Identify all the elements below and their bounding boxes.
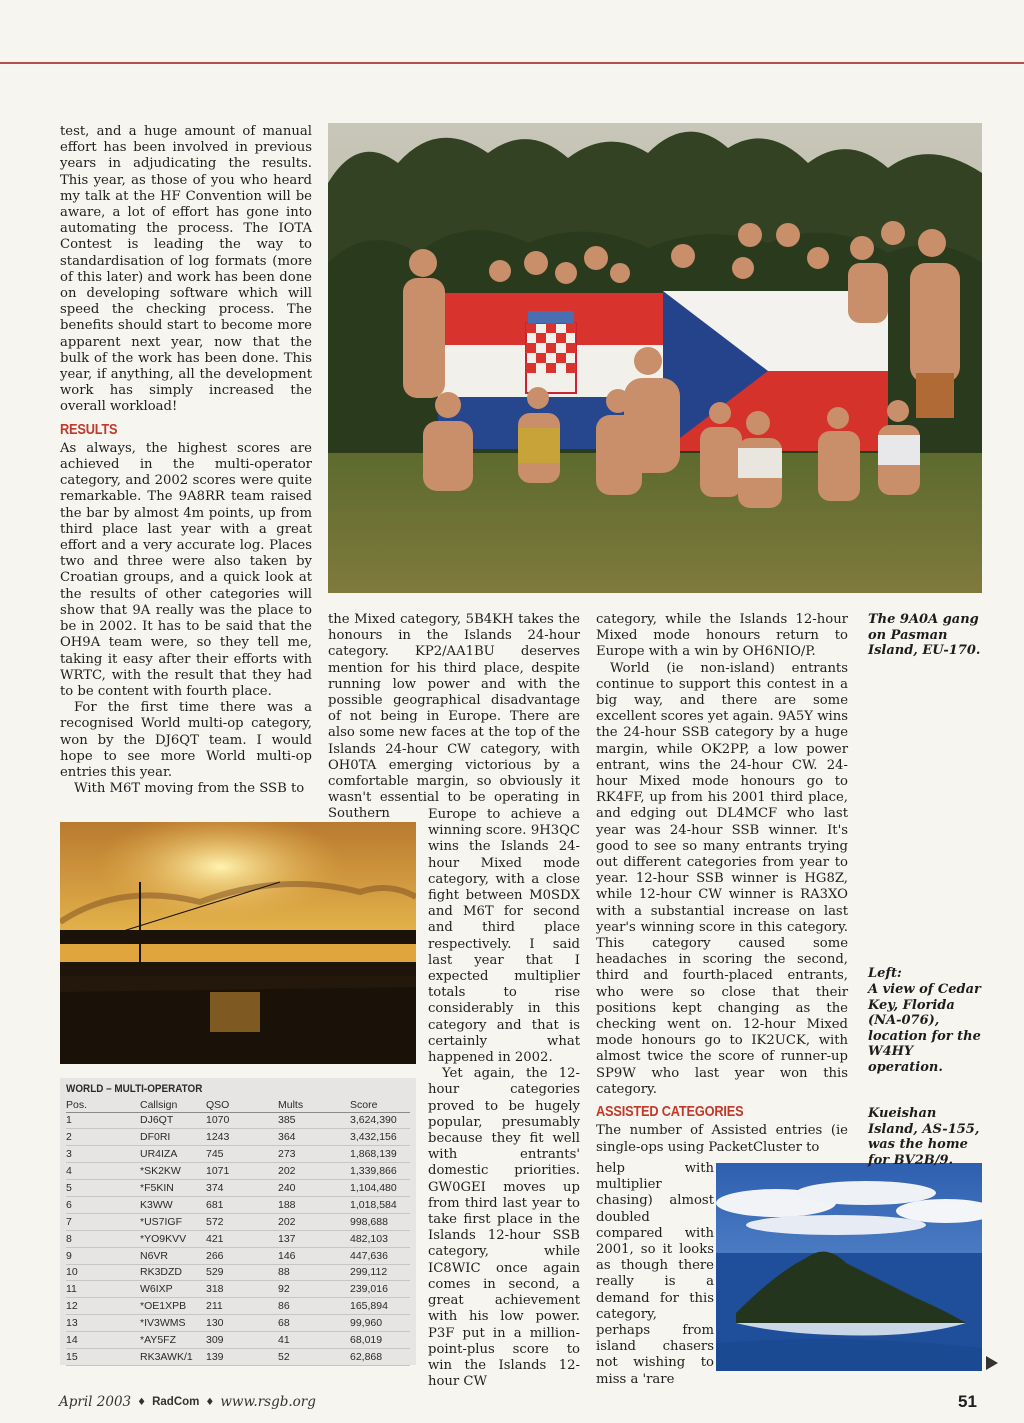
footer-url: www.rsgb.org [220,1394,316,1410]
table-row [66,1180,410,1197]
results-table [66,1098,410,1366]
cell-pos: 9 [66,1247,140,1264]
cell-pos: 1 [66,1112,140,1129]
cell-pos: 14 [66,1332,140,1349]
cell-mults: 41 [278,1332,350,1349]
cell-mults: 86 [278,1298,350,1315]
cell-mults: 202 [278,1213,350,1230]
table-row [66,1112,410,1129]
cell-mults: 202 [278,1163,350,1180]
cell-mults: 364 [278,1129,350,1146]
table-header-row [66,1098,410,1112]
cell-mults: 88 [278,1264,350,1281]
cell-callsign: *YO9KVV [140,1230,206,1247]
paragraph-islands-12h: category, while the Islands 12-hour Mixed mode honours return to Europe with a win by OH6NIO/P. [596,612,848,660]
column-2-top [328,612,580,822]
header-callsign: Callsign [140,1098,206,1112]
footer-magazine: RadCom [152,1396,200,1408]
cell-pos: 11 [66,1281,140,1298]
cell-callsign: RK3AWK/1 [140,1348,206,1365]
table-row [66,1332,410,1349]
column-3 [596,612,848,1155]
footer-separator-1: ♦ [137,1396,147,1408]
cell-callsign: *US7IGF [140,1213,206,1230]
cell-callsign: *AY5FZ [140,1332,206,1349]
top-rule [0,62,1024,64]
table-row [66,1315,410,1332]
cell-qso: 266 [206,1247,278,1264]
cell-qso: 1070 [206,1112,278,1129]
page-footer [59,1394,316,1410]
cell-pos: 13 [66,1315,140,1332]
cell-qso: 572 [206,1213,278,1230]
paragraph-assisted-1: The number of Assisted entries (ie single-ops using PacketCluster to [596,1123,848,1155]
table-row [66,1129,410,1146]
cell-pos: 6 [66,1196,140,1213]
cell-pos: 2 [66,1129,140,1146]
header-mults: Mults [278,1098,350,1112]
cell-callsign: DJ6QT [140,1112,206,1129]
cell-mults: 68 [278,1315,350,1332]
table-row [66,1196,410,1213]
cell-pos: 12 [66,1298,140,1315]
paragraph-assisted-2: help with multiplier chasing) almost doubled compared with 2001, so it looks as though there really is a demand for this category, perhaps from island chasers not wishing to miss a 'rare [596,1161,714,1387]
cell-pos: 8 [66,1230,140,1247]
cell-qso: 318 [206,1281,278,1298]
sunset-caption-label: Left: [868,966,902,981]
cell-mults: 385 [278,1112,350,1129]
cell-qso: 309 [206,1332,278,1349]
cell-mults: 240 [278,1180,350,1197]
cell-callsign: N6VR [140,1247,206,1264]
cell-callsign: K3WW [140,1196,206,1213]
world-multi-op-table [60,1078,416,1365]
page-number: 51 [958,1392,977,1411]
cell-callsign: *SK2KW [140,1163,206,1180]
paragraph-intro: test, and a huge amount of manual effort has been involved in previous years in adjudicating the results. This year, as those of you who heard my talk at the HF Convention will be aware, a lot of effort has gone into automating the process. The IOTA Contest is leading the way to standardisation of log formats (more of this later) and work has been done on developing software which will speed the checking process. The benefits should start to become more apparent next year, now that the bulk of the work has been done. This year, if anything, all the development work has simply increased the overall workload! [60,124,312,415]
paragraph-mixed-category: the Mixed category, 5B4KH takes the honours in the Islands 24-hour category. KP2/AA1BU deserves mention for his third place, despite running low power and with the possible geographical disadvantage of not being in Europe. There are also some new faces at the top of the Islands 24-hour CW category, with OH0TA emerging victorious by a comfortable margin, so obviously it wasn't essential to be operating in Southern [328,612,580,822]
cell-qso: 1243 [206,1129,278,1146]
header-qso: QSO [206,1098,278,1112]
paragraph-world-entrants: World (ie non-island) entrants continue to support this contest in a big way, and there are some excellent scores yet again. 9A5Y wins the 24-hour SSB category by a huge margin, while OK2PP, a low power entrant, wins the 24-hour CW. 24-hour Mixed mode honours go to RK4FF, up from his 2001 third place, and edging out DL4MCF who last year was 24-hour SSB winner. It's good to see so many entrants trying out different categories from year to year. 12-hour SSB winner is HG8Z, while 12-hour CW winner is RA3XO with a substantial increase on last year's winning score in this category. This category caused some headaches in scoring the second, third and fourth-placed entrants, who were so close that their positions kept changing as the checking went on. 12-hour Mixed mode honours go to IK2UCK, with almost twice the score of runner-up SP9W who last year won this category. [596,660,848,1097]
cell-pos: 10 [66,1264,140,1281]
cell-mults: 146 [278,1247,350,1264]
cell-score: 3,624,390 [350,1112,410,1129]
cell-callsign: DF0RI [140,1129,206,1146]
cell-score: 1,018,584 [350,1196,410,1213]
cell-score: 482,103 [350,1230,410,1247]
cell-score: 3,432,156 [350,1129,410,1146]
paragraph-9h3qc: Europe to achieve a winning score. 9H3QC wins the Islands 24-hour Mixed mode category, with a close fight between M0SDX and M6T for second and third place respectively. I said last year that I expected multiplier totals to rise considerably in this category and that is certainly what happened in 2002. [428,807,580,1066]
table-row [66,1264,410,1281]
island-caption: Kueishan Island, AS-155, was the home for BV2B/9. [868,1106,980,1168]
cell-score: 447,636 [350,1247,410,1264]
cell-qso: 139 [206,1348,278,1365]
group-photo [328,123,982,593]
cell-mults: 92 [278,1281,350,1298]
cell-pos: 15 [66,1348,140,1365]
cell-score: 239,016 [350,1281,410,1298]
sunset-photo [60,822,416,1064]
column-3-bottom [596,1161,714,1387]
table-row [66,1146,410,1163]
cell-score: 165,894 [350,1298,410,1315]
cell-qso: 529 [206,1264,278,1281]
paragraph-12-hour: Yet again, the 12-hour categories proved to be hugely popular, presumably because they fit well with entrants' domestic priorities. GW0GEI moves up from third last year to take first place in the Islands 12-hour SSB category, while IC8WIC once again comes in second, a great achievement with his low power. P3F put in a million-point-plus score to win the Islands 12-hour CW [428,1066,580,1390]
cell-mults: 273 [278,1146,350,1163]
cell-qso: 211 [206,1298,278,1315]
cell-callsign: RK3DZD [140,1264,206,1281]
results-heading: RESULTS [60,421,118,438]
cell-score: 68,019 [350,1332,410,1349]
table-row [66,1247,410,1264]
cell-mults: 52 [278,1348,350,1365]
table-row [66,1230,410,1247]
cell-callsign: UR4IZA [140,1146,206,1163]
cell-callsign: W6IXP [140,1281,206,1298]
cell-score: 1,104,480 [350,1180,410,1197]
cell-pos: 7 [66,1213,140,1230]
footer-separator-2: ♦ [205,1396,215,1408]
table-row [66,1298,410,1315]
cell-pos: 3 [66,1146,140,1163]
cell-score: 299,112 [350,1264,410,1281]
cell-qso: 1071 [206,1163,278,1180]
cell-mults: 137 [278,1230,350,1247]
cell-score: 1,868,139 [350,1146,410,1163]
cell-callsign: *IV3WMS [140,1315,206,1332]
paragraph-results-1: As always, the highest scores are achieved in the multi-operator category, and 2002 scores were quite remarkable. The 9A8RR team raised the bar by almost 4m points, up from third place last year with a great effort and a very accurate log. Places two and three were also taken by Croatian groups, and a quick look at the results of other categories will show that 9A really was the place to be in 2002. It has to be said that the OH9A team were, so they tell me, taking it easy after their efforts with WRTC, with the result that they had to be content with fourth place. [60,440,312,699]
cell-score: 998,688 [350,1213,410,1230]
column-1 [60,124,312,806]
cell-qso: 374 [206,1180,278,1197]
footer-issue: April 2003 [59,1394,132,1410]
table-row [66,1348,410,1365]
header-score: Score [350,1098,410,1112]
table-row [66,1163,410,1180]
sunset-caption: A view of Cedar Key, Florida (NA-076), location for the W4HY operation. [868,982,981,1075]
cell-pos: 4 [66,1163,140,1180]
continue-arrow-icon [986,1356,998,1370]
cell-callsign: *OE1XPB [140,1298,206,1315]
assisted-heading: ASSISTED CATEGORIES [596,1104,744,1121]
cell-qso: 745 [206,1146,278,1163]
cell-score: 1,339,866 [350,1163,410,1180]
header-pos: Pos. [66,1098,140,1112]
cell-pos: 5 [66,1180,140,1197]
cell-score: 62,868 [350,1348,410,1365]
cell-mults: 188 [278,1196,350,1213]
cell-qso: 421 [206,1230,278,1247]
cell-callsign: *F5KIN [140,1180,206,1197]
table-row [66,1213,410,1230]
cell-qso: 681 [206,1196,278,1213]
table-row [66,1281,410,1298]
island-photo [716,1163,982,1371]
column-2-bottom [428,807,580,1390]
paragraph-results-3: With M6T moving from the SSB to [74,781,305,797]
cell-score: 99,960 [350,1315,410,1332]
table-title: WORLD – MULTI-OPERATOR [66,1083,203,1095]
cell-qso: 130 [206,1315,278,1332]
group-photo-caption: The 9A0A gang on Pasman Island, EU-170. [868,612,981,658]
paragraph-results-2: For the first time there was a recognised World multi-op category, won by the DJ6QT team. I would hope to see more World multi-op entries this year. [60,700,312,780]
